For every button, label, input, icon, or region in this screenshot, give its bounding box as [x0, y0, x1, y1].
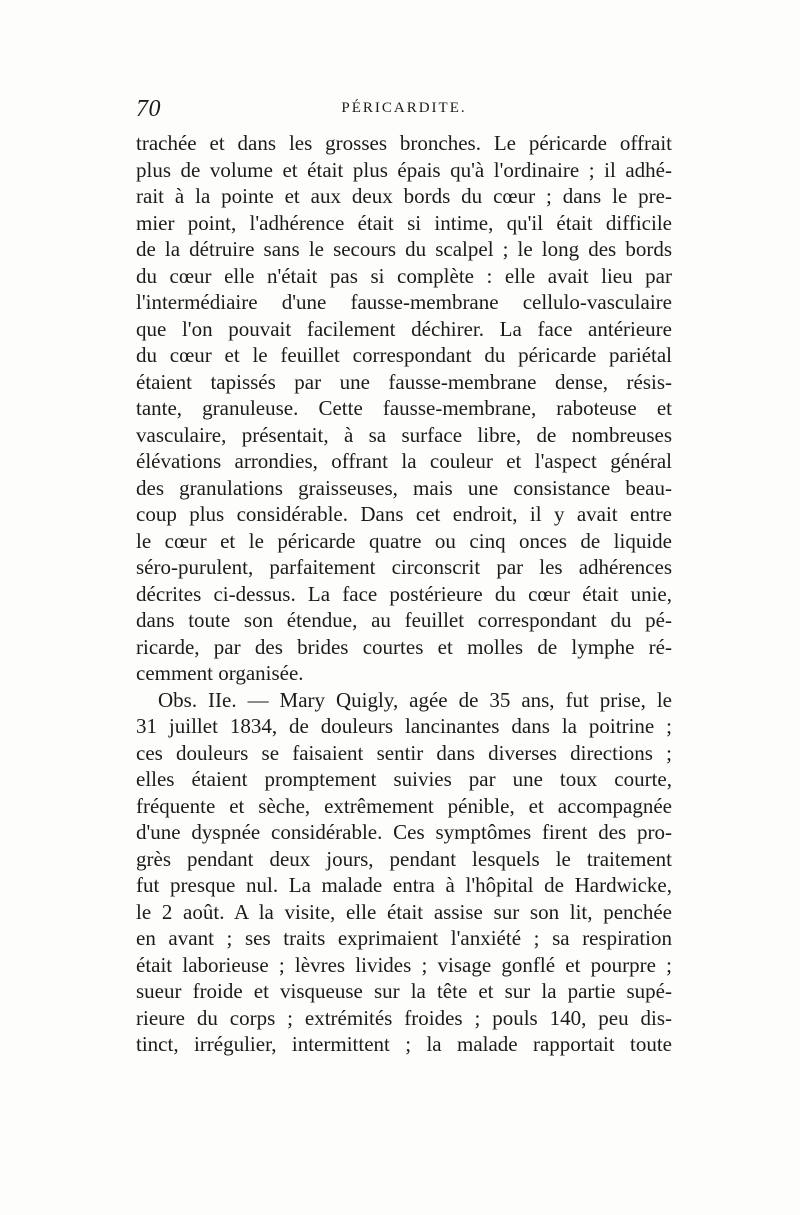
- text-line: grès pendant deux jours, pendant lesquels le traitement: [136, 846, 672, 871]
- text-line: sueur froide et visqueuse sur la tête et sur la partie supé-: [136, 979, 672, 1003]
- text-line: plus de volume et était plus épais qu'à l'ordinaire ; il adhé-: [136, 157, 672, 182]
- text-line: elles étaient promptement suivies par une toux courte,: [136, 767, 672, 791]
- text-line: élévations arrondies, offrant la couleur et l'aspect général: [136, 449, 672, 473]
- text-line: mier point, l'adhérence était si intime, qu'il était difficile: [136, 210, 672, 235]
- body-text: [136, 130, 672, 1058]
- observation-heading-line: Obs. IIe. — Mary Quigly, agée de 35 ans, fut prise, le: [158, 687, 672, 712]
- text-line: rieure du corps ; extrémités froides ; pouls 140, peu dis-: [136, 1005, 672, 1030]
- text-line: décrites ci-dessus. La face postérieure du cœur était unie,: [136, 581, 672, 606]
- text-line: était laborieuse ; lèvres livides ; visage gonflé et pourpre ;: [136, 952, 672, 977]
- text-line: séro-purulent, parfaitement circonscrit par les adhérences: [136, 555, 672, 579]
- text-line: cemment organisée.: [136, 661, 304, 685]
- text-line: que l'on pouvait facilement déchirer. La face antérieure: [136, 316, 672, 341]
- text-line: vasculaire, présentait, à sa surface libre, de nombreuses: [136, 422, 672, 447]
- text-line: ces douleurs se faisaient sentir dans diverses directions ;: [136, 740, 672, 765]
- text-line: dans toute son étendue, au feuillet correspondant du pé-: [136, 608, 672, 632]
- text-line: fréquente et sèche, extrêmement pénible, et accompagnée: [136, 793, 672, 818]
- text-line: du cœur elle n'était pas si complète : elle avait lieu par: [136, 263, 672, 288]
- text-line: fut presque nul. La malade entra à l'hôpital de Hardwicke,: [136, 873, 672, 897]
- text-line: d'une dyspnée considérable. Ces symptômes firent des pro-: [136, 820, 672, 844]
- page-number: 70: [136, 96, 161, 122]
- text-line: des granulations graisseuses, mais une consistance beau-: [136, 475, 672, 500]
- text-line: trachée et dans les grosses bronches. Le péricarde offrait: [136, 131, 672, 155]
- text-line: de la détruire sans le secours du scalpel ; le long des bords: [136, 237, 672, 261]
- text-line: ricarde, par des brides courtes et molles de lymphe ré-: [136, 634, 672, 659]
- text-line: le cœur et le péricarde quatre ou cinq onces de liquide: [136, 528, 672, 553]
- text-line: le 2 août. A la visite, elle était assise sur son lit, penchée: [136, 899, 672, 924]
- text-line: rait à la pointe et aux deux bords du cœur ; dans le pre-: [136, 184, 672, 208]
- text-line: coup plus considérable. Dans cet endroit, il y avait entre: [136, 502, 672, 526]
- text-line: en avant ; ses traits exprimaient l'anxiété ; sa respiration: [136, 926, 672, 950]
- running-title: PÉRICARDITE.: [341, 100, 467, 116]
- text-line: l'intermédiaire d'une fausse-membrane cellulo-vasculaire: [136, 290, 672, 314]
- page-header: [136, 96, 672, 126]
- text-line: étaient tapissés par une fausse-membrane dense, résis-: [136, 369, 672, 394]
- text-line: du cœur et le feuillet correspondant du péricarde pariétal: [136, 343, 672, 367]
- text-line: tinct, irrégulier, intermittent ; la malade rapportait toute: [136, 1032, 672, 1056]
- text-line: tante, granuleuse. Cette fausse-membrane, raboteuse et: [136, 396, 672, 420]
- text-line: 31 juillet 1834, de douleurs lancinantes dans la poitrine ;: [136, 714, 672, 738]
